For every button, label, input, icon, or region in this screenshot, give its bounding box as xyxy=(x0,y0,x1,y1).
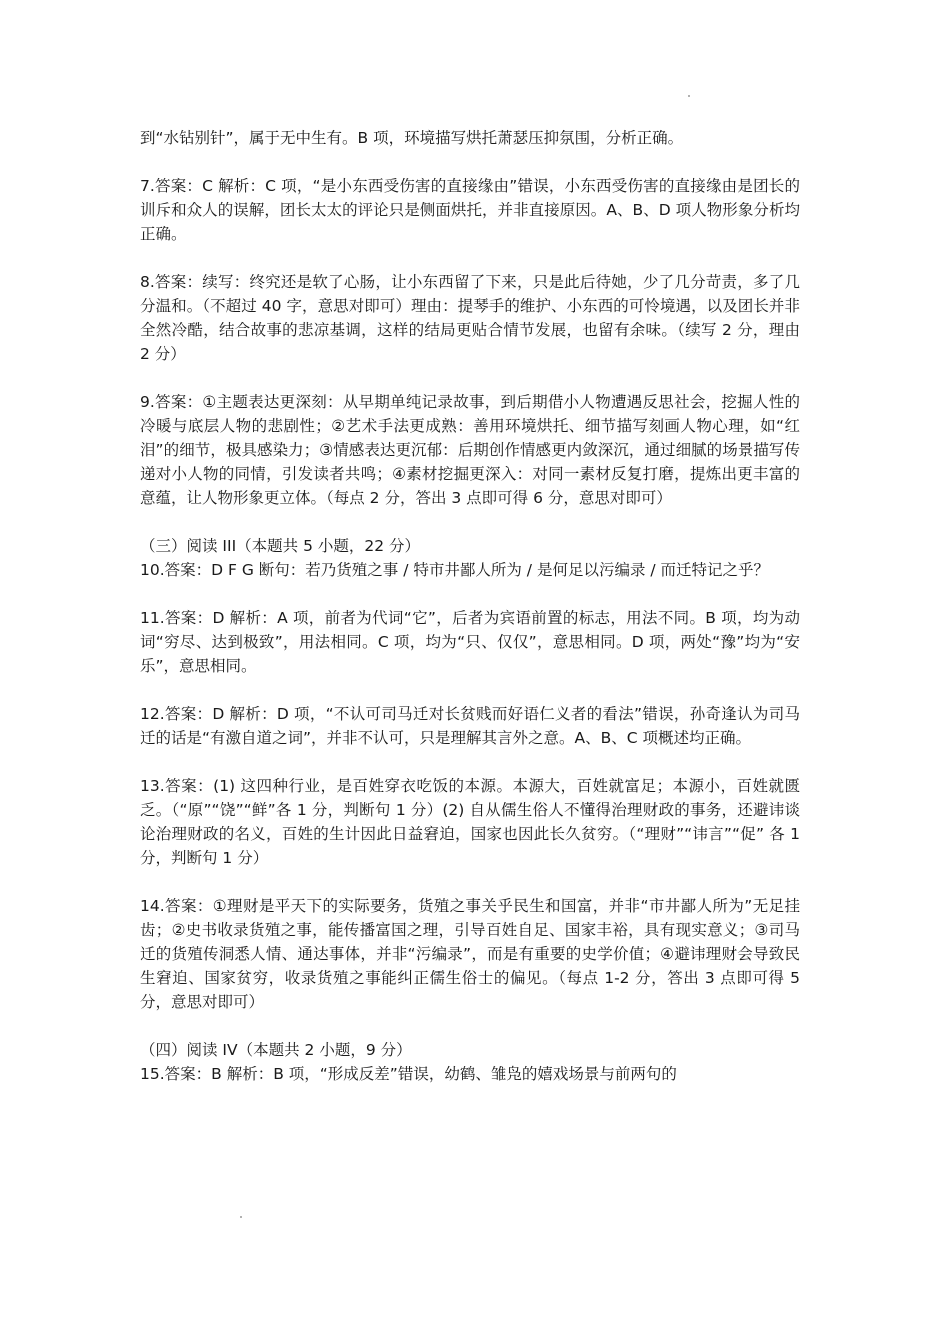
section-heading-reading-4: （四）阅读 IV（本题共 2 小题，9 分） xyxy=(140,1041,412,1059)
answer-q13: 13.答案：(1) 这四种行业，是百姓穿衣吃饭的本源。本源大，百姓就富足；本源小，百姓就匮乏。（“原”“饶”“鲜”各 1 分，判断句 1 分）(2) 自从儒生俗人不懂得治理财政的事务，还避讳谈论治理财政的名义，百姓的生计因此日益窘迫，国家也因此长久贫穷。（“理财”“讳言”“促” 各 1 分，判断句 1 分） xyxy=(140,777,800,867)
answer-q7: 7.答案：C 解析：C 项，“是小东西受伤害的直接缘由”错误，小东西受伤害的直接缘由是团长的训斥和众人的误解，团长太太的评论只是侧面烘托，并非直接原因。A、B、D 项人物形象分析均正确。 xyxy=(140,177,800,243)
page-mark-top xyxy=(688,95,690,97)
answer-q9: 9.答案：①主题表达更深刻：从早期单纯记录故事，到后期借小人物遭遇反思社会，挖掘人性的冷暖与底层人物的悲剧性；②艺术手法更成熟：善用环境烘托、细节描写刻画人物心理，如“红泪”的细节，极具感染力；③情感表达更沉郁：后期创作情感更内敛深沉，通过细腻的场景描写传递对小人物的同情，引发读者共鸣；④素材挖掘更深入：对同一素材反复打磨，提炼出更丰富的意蕴，让人物形象更立体。（每点 2 分，答出 3 点即可得 6 分，意思对即可） xyxy=(140,393,800,507)
answer-content xyxy=(140,126,800,1086)
page-mark-bottom xyxy=(240,1216,242,1218)
answer-q14: 14.答案：①理财是平天下的实际要务，货殖之事关乎民生和国富，并非“市井鄙人所为”无足挂齿；②史书收录货殖之事，能传播富国之理，引导百姓自足、国家丰裕，具有现实意义；③司马迁的货殖传洞悉人情、通达事体，并非“污编录”，而是有重要的史学价值；④避讳理财会导致民生窘迫、国家贫穷，收录货殖之事能纠正儒生俗士的偏见。（每点 1-2 分，答出 3 点即可得 5 分，意思对即可） xyxy=(140,897,800,1011)
section-heading-reading-3: （三）阅读 III（本题共 5 小题，22 分） xyxy=(140,537,421,555)
answer-q15: 15.答案：B 解析：B 项，“形成反差”错误，幼鹤、雏凫的嬉戏场景与前两句的 xyxy=(140,1065,677,1083)
answer-q11: 11.答案：D 解析：A 项，前者为代词“它”，后者为宾语前置的标志，用法不同。B 项，均为动词“穷尽、达到极致”，用法相同。C 项，均为“只、仅仅”，意思相同。D 项，两处“豫”均为“安乐”，意思相同。 xyxy=(140,609,800,675)
answer-q10: 10.答案：D F G 断句：若乃货殖之事 / 特市井鄙人所为 / 是何足以污编录 / 而迁特记之乎？ xyxy=(140,561,770,579)
answer-q8: 8.答案：续写：终究还是软了心肠，让小东西留了下来，只是此后待她，少了几分苛责，多了几分温和。（不超过 40 字，意思对即可）理由：提琴手的维护、小东西的可怜境遇，以及团长并非全然冷酷，结合故事的悲凉基调，这样的结局更贴合情节发展，也留有余味。（续写 2 分，理由 2 分） xyxy=(140,273,800,363)
continuation-paragraph: 到“水钻别针”，属于无中生有。B 项，环境描写烘托萧瑟压抑氛围，分析正确。 xyxy=(140,129,684,147)
answer-q12: 12.答案：D 解析：D 项，“不认可司马迁对长贫贱而好语仁义者的看法”错误，孙奇逢认为司马迁的话是“有激自道之词”，并非不认可，只是理解其言外之意。A、B、C 项概述均正确。 xyxy=(140,705,800,747)
